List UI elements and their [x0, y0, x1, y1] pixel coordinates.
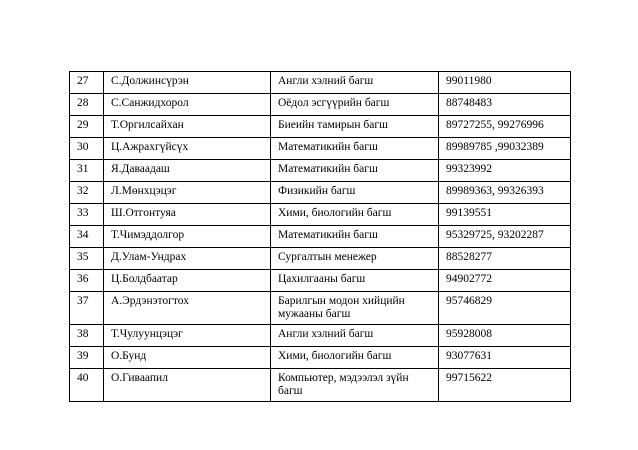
staff-name: Ц.Ажрахгүйсүх: [104, 138, 271, 160]
row-number: 33: [70, 204, 104, 226]
row-number: 36: [70, 270, 104, 292]
table-row: [70, 182, 571, 204]
staff-role: Цахилгааны багш: [271, 270, 439, 292]
row-number: 34: [70, 226, 104, 248]
table-row: [70, 204, 571, 226]
staff-role: Барилгын модон хийцийн мужааны багш: [271, 292, 439, 325]
table-row: [70, 248, 571, 270]
table-body: [70, 72, 571, 402]
row-number: 30: [70, 138, 104, 160]
staff-role: Хими, биологийн багш: [271, 204, 439, 226]
staff-role: Математикийн багш: [271, 138, 439, 160]
row-number: 28: [70, 94, 104, 116]
staff-name: Т.Чимэддолгор: [104, 226, 271, 248]
staff-contact-table: [69, 71, 571, 402]
staff-phone: 89989363, 99326393: [439, 182, 571, 204]
row-number: 31: [70, 160, 104, 182]
staff-phone: 99139551: [439, 204, 571, 226]
table-row: [70, 116, 571, 138]
staff-name: Ш.Отгонтуяа: [104, 204, 271, 226]
row-number: 40: [70, 369, 104, 402]
row-number: 35: [70, 248, 104, 270]
staff-name: Л.Мөнхцэцэг: [104, 182, 271, 204]
staff-phone: 95329725, 93202287: [439, 226, 571, 248]
staff-phone: 99011980: [439, 72, 571, 94]
staff-name: Ц.Болдбаатар: [104, 270, 271, 292]
table-row: [70, 138, 571, 160]
staff-name: О.Бунд: [104, 347, 271, 369]
row-number: 37: [70, 292, 104, 325]
staff-role: Оёдол эсгүүрийн багш: [271, 94, 439, 116]
table-row: [70, 369, 571, 402]
staff-phone: 94902772: [439, 270, 571, 292]
staff-name: О.Гиваапил: [104, 369, 271, 402]
staff-phone: 89989785 ,99032389: [439, 138, 571, 160]
staff-phone: 99323992: [439, 160, 571, 182]
table-row: [70, 226, 571, 248]
staff-role: Англи хэлний багш: [271, 72, 439, 94]
staff-role: Сургалтын менежер: [271, 248, 439, 270]
staff-name: С.Санжидхорол: [104, 94, 271, 116]
table-row: [70, 325, 571, 347]
staff-phone: 95746829: [439, 292, 571, 325]
staff-phone: 99715622: [439, 369, 571, 402]
staff-role: Математикийн багш: [271, 226, 439, 248]
row-number: 38: [70, 325, 104, 347]
staff-name: Т.Оргилсайхан: [104, 116, 271, 138]
table-row: [70, 72, 571, 94]
staff-role: Хими, биологийн багш: [271, 347, 439, 369]
staff-name: А.Эрдэнэтогтох: [104, 292, 271, 325]
staff-phone: 88748483: [439, 94, 571, 116]
table-row: [70, 94, 571, 116]
table-row: [70, 292, 571, 325]
row-number: 39: [70, 347, 104, 369]
staff-name: Д.Улам-Ундрах: [104, 248, 271, 270]
staff-role: Биеийн тамирын багш: [271, 116, 439, 138]
staff-role: Компьютер, мэдээлэл зүйн багш: [271, 369, 439, 402]
staff-role: Математикийн багш: [271, 160, 439, 182]
staff-phone: 95928008: [439, 325, 571, 347]
staff-name: Т.Чулуунцэцэг: [104, 325, 271, 347]
table-row: [70, 347, 571, 369]
staff-name: С.Должинсүрэн: [104, 72, 271, 94]
staff-role: Англи хэлний багш: [271, 325, 439, 347]
staff-phone: 89727255, 99276996: [439, 116, 571, 138]
staff-role: Физикийн багш: [271, 182, 439, 204]
row-number: 27: [70, 72, 104, 94]
row-number: 29: [70, 116, 104, 138]
staff-phone: 88528277: [439, 248, 571, 270]
row-number: 32: [70, 182, 104, 204]
table-row: [70, 160, 571, 182]
table-row: [70, 270, 571, 292]
staff-name: Я.Даваадаш: [104, 160, 271, 182]
staff-phone: 93077631: [439, 347, 571, 369]
